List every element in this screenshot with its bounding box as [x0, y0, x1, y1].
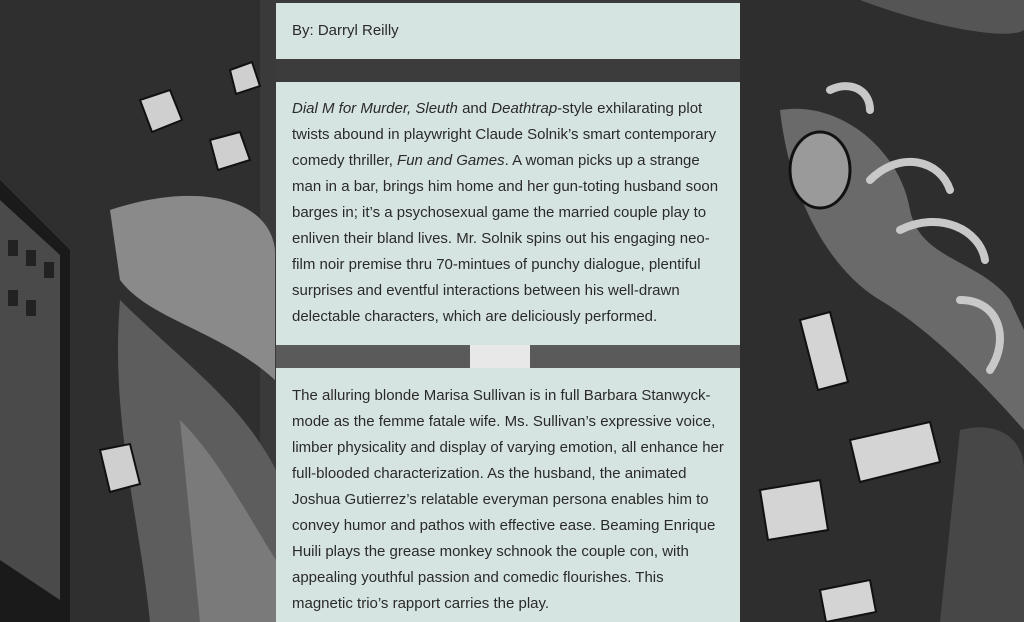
paragraph-text: -style exhilarating plot twists abound in playwright Claude Solnik’s smart contemporary comedy thriller, — [292, 100, 717, 169]
play-title-reference: Dial M for Murder, Sleuth — [292, 100, 458, 117]
paragraph-text: and — [457, 100, 492, 117]
byline-card — [276, 3, 740, 59]
paragraph-text: . A woman picks up a strange man in a bar, brings him home and her gun-toting husband soon barges in; it’s a psychosexual game the married couple play to enliven their bland lives. Mr. Solnik spins out his engaging neo-film noir premise thru 70-mintues of punchy dialogue, plentiful surprises and eventful interactions between his well-drawn delectable characters, which are deliciously performed. — [292, 152, 719, 325]
play-title-reference: Deathtrap — [491, 100, 558, 117]
byline: By: Darryl Reilly — [292, 22, 399, 39]
review-paragraph-2-card — [276, 368, 740, 622]
review-paragraph-1 — [292, 96, 724, 330]
play-title: Fun and Games — [397, 152, 505, 169]
review-paragraph-1-card — [276, 82, 740, 345]
review-paragraph-2: The alluring blonde Marisa Sullivan is in full Barbara Stanwyck-mode as the femme fatale wife. Ms. Sullivan’s expressive voice, limber physicality and display of varying emotion, all enhance her full-blooded characterization. As the husband, the animated Joshua Gutierrez’s relatable everyman persona enables him to convey humor and pathos with effective ease. Beaming Enrique Huili plays the grease monkey schnook the couple con, with appealing youthful passion and comedic flourishes. This magnetic trio’s rapport carries the play. — [292, 387, 724, 612]
